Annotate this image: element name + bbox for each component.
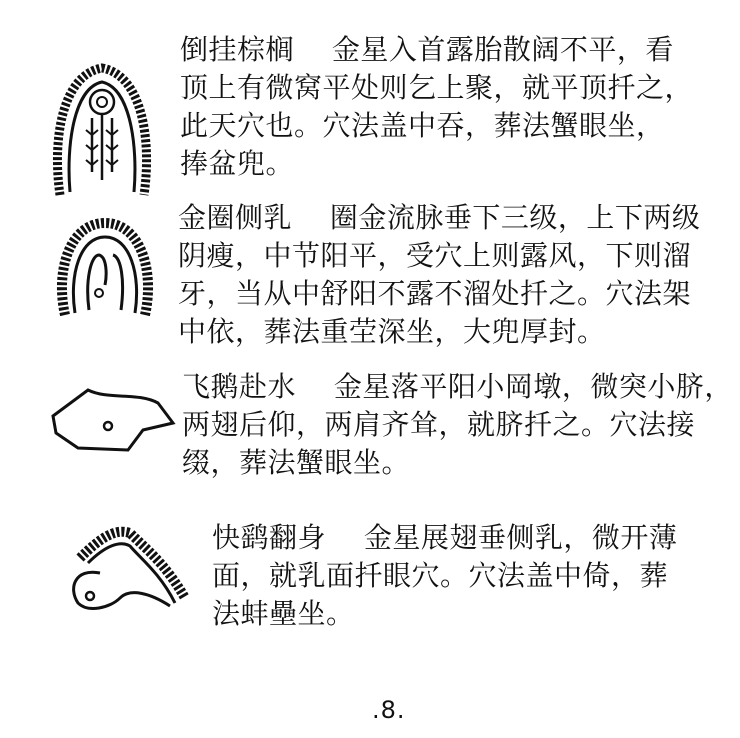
text-line: 法蚌壘坐。	[212, 597, 355, 630]
text-line: 快鹞翻身 金星展翅垂侧乳，微开薄	[212, 521, 678, 554]
golden-ring-figure	[55, 215, 155, 325]
inverted-palm-figure	[52, 60, 152, 200]
text-line: 牙，当从中舒阳不露不溜处扦之。穴法架	[178, 277, 692, 310]
entry-inverted-palm	[180, 31, 736, 183]
hawk-turning-figure	[60, 518, 200, 618]
text-line: 金圈侧乳 圈金流脉垂下三级，上下两级	[178, 201, 701, 234]
entry-golden-ring	[178, 199, 736, 351]
text-line: 捧盆兜。	[180, 147, 295, 180]
page-number: .8.	[372, 696, 406, 724]
text-line: 中依，葬法重茔深坐，大兜厚封。	[178, 315, 606, 348]
flying-goose-figure	[48, 378, 178, 458]
entry-flying-goose	[182, 368, 736, 482]
entry-hawk-turning	[212, 519, 736, 633]
text-line: 阴瘦，中节阳平，受穴上则露风，下则溜	[178, 239, 692, 272]
text-line: 顶上有微窝平处则乞上聚，就平顶扦之，	[180, 71, 694, 104]
text-line: 此天穴也。穴法盖中吞，葬法蟹眼坐，	[180, 109, 665, 142]
text-line: 面，就乳面扦眼穴。穴法盖中倚，葬	[212, 559, 669, 592]
text-line: 飞鹅赴水 金星落平阳小岡墩，微突小脐，	[182, 370, 733, 403]
text-line: 倒挂棕榈 金星入首露胎散阔不平，看	[180, 33, 674, 66]
text-line: 缀，葬法蟹眼坐。	[182, 446, 411, 479]
text-line: 两翅后仰，两肩齐耸，就脐扦之。穴法接	[182, 408, 696, 441]
